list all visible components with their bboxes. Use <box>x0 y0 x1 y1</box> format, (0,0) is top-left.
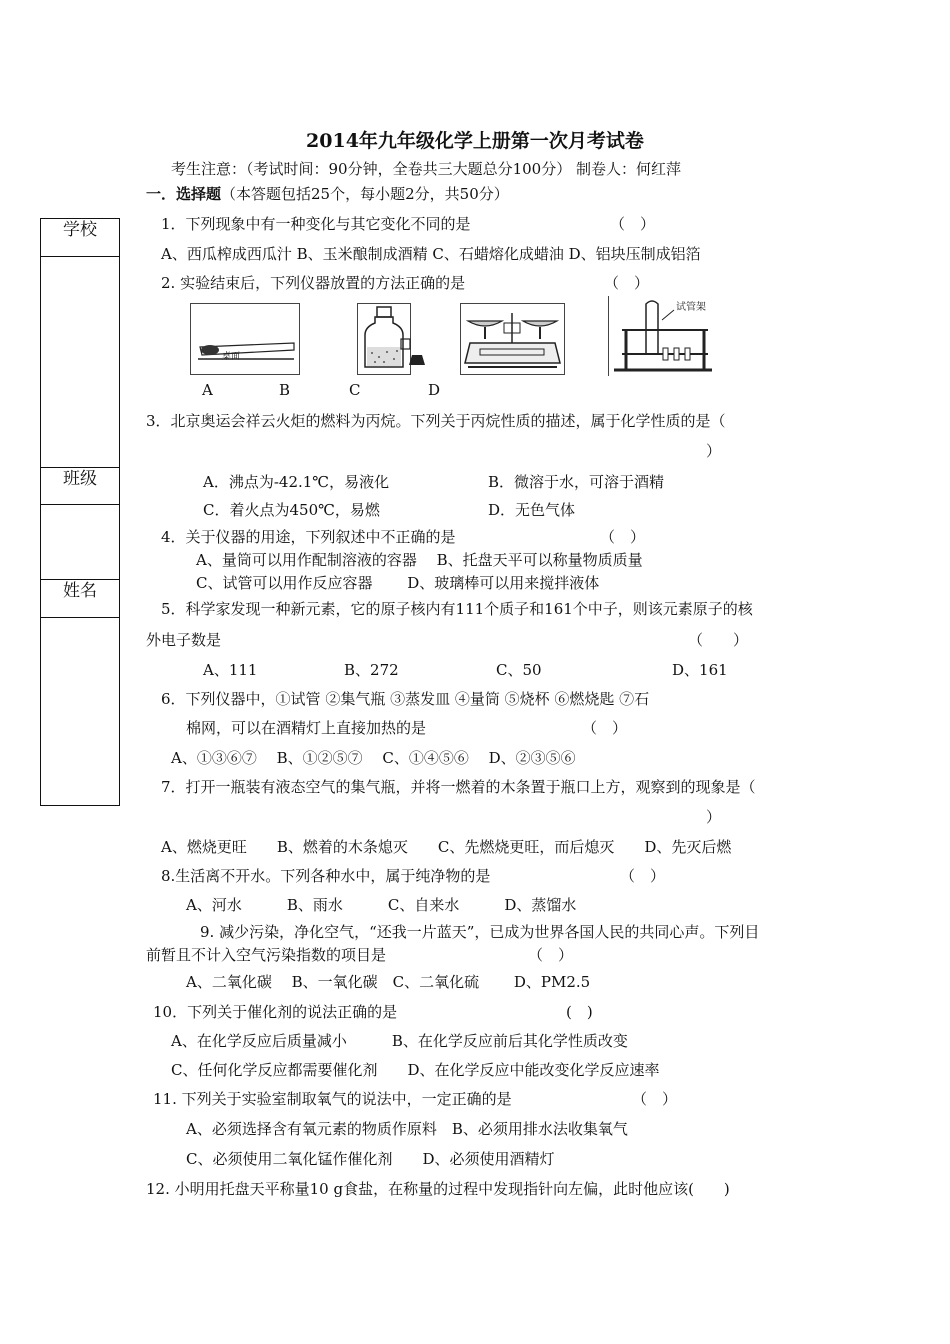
q9-stem: 9. 减少污染，净化空气，“还我一片蓝天”，已成为世界各国人民的共同心声。下列目 <box>200 923 760 941</box>
q8-options: A、河水 B、雨水 C、自来水 D、蒸馏水 <box>186 896 577 914</box>
school-field[interactable] <box>41 257 119 468</box>
q2-stem: 2. 实验结束后，下列仪器放置的方法正确的是 <box>161 274 466 292</box>
q10-stem: 10．下列关于催化剂的说法正确的是 <box>153 1003 398 1021</box>
q2-answer-paren: （ ） <box>604 274 650 292</box>
q1-stem: 1．下列现象中有一种变化与其它变化不同的是 <box>161 215 471 233</box>
name-label: 姓名 <box>41 580 119 618</box>
q2-fig-label-d: D <box>428 381 441 399</box>
class-label: 班级 <box>41 468 119 505</box>
q9-options: A、二氧化碳 B、一氧化碳 C、二氧化硫 D、PM2.5 <box>186 973 591 991</box>
q3-option-a: A．沸点为-42.1℃，易液化 <box>203 473 390 491</box>
q3-option-c: C．着火点为450℃，易燃 <box>203 501 380 519</box>
exam-title: 2014年九年级化学上册第一次月考试卷 <box>306 130 644 152</box>
q2-figure-b <box>357 303 411 375</box>
q4-stem: 4．关于仪器的用途，下列叙述中不正确的是 <box>161 528 456 546</box>
q7-stem: 7．打开一瓶装有液态空气的集气瓶，并将一燃着的木条置于瓶口上方，观察到的现象是（ <box>161 778 756 796</box>
q4-options-cd: C、试管可以用作反应容器 D、玻璃棒可以用来搅拌液体 <box>196 574 600 592</box>
q4-options-ab: A、量筒可以用作配制溶液的容器 B、托盘天平可以称量物质质量 <box>196 551 643 569</box>
q2-figure-c <box>460 303 565 375</box>
q5-option-c: C、50 <box>496 661 542 679</box>
q2-fig-label-b: B <box>279 381 291 399</box>
q10-options-cd: C、任何化学反应都需要催化剂 D、在化学反应中能改变化学反应速率 <box>171 1061 660 1079</box>
q5-option-a: A、111 <box>203 661 258 679</box>
q1-answer-paren: （ ） <box>610 215 656 233</box>
q5-stem: 5．科学家发现一种新元素，它的原子核内有111个质子和161个中子，则该元素原子的核 <box>161 600 753 618</box>
q2-fig-label-a: A <box>202 381 213 399</box>
q3-paren-close: ） <box>706 442 722 460</box>
class-field[interactable] <box>41 505 119 580</box>
q11-options-cd: C、必须使用二氧化锰作催化剂 D、必须使用酒精灯 <box>186 1150 555 1168</box>
section-1-header <box>146 183 509 204</box>
q2-figure-d <box>608 296 714 376</box>
q7-paren-close: ） <box>706 808 722 826</box>
q5-option-b: B、272 <box>344 661 399 679</box>
name-field[interactable] <box>41 618 119 805</box>
q5-answer-paren: （ ） <box>688 631 749 649</box>
q3-option-b: B．微溶于水，可溶于酒精 <box>488 473 665 491</box>
q2-fig-label-c: C <box>349 381 361 399</box>
q11-answer-paren: （ ） <box>632 1090 678 1108</box>
q9-answer-paren: （ ） <box>528 946 574 964</box>
stopper-icon <box>405 345 429 369</box>
q3-stem: 3．北京奥运会祥云火炬的燃料为丙烷。下列关于丙烷性质的描述，属于化学性质的是（ <box>146 412 726 430</box>
section-1-heading: 一．选择题 <box>146 185 222 203</box>
q2-fig-a-label: 桌面 <box>222 352 241 362</box>
q3-option-d: D．无色气体 <box>488 501 576 519</box>
exam-notice: 考生注意：（考试时间：90分钟，全卷共三大题总分100分） 制卷人：何红萍 <box>171 160 681 178</box>
q8-stem: 8.生活离不开水。下列各种水中，属于纯净物的是 <box>161 867 491 885</box>
q7-options: A、燃烧更旺 B、燃着的木条熄灭 C、先燃烧更旺，而后熄灭 D、先灭后燃 <box>161 838 732 856</box>
section-1-desc: （本答题包括25个，每小题2分，共50分） <box>221 185 509 203</box>
school-label: 学校 <box>41 219 119 257</box>
q5-option-d: D、161 <box>672 661 728 679</box>
q6-options: A、①③⑥⑦ B、①②⑤⑦ C、①④⑤⑥ D、②③⑤⑥ <box>171 749 576 767</box>
q9-stem-continued: 前暂且不计入空气污染指数的项目是 <box>146 946 387 964</box>
q6-answer-paren: （ ） <box>582 719 628 737</box>
q11-options-ab: A、必须选择含有氧元素的物质作原料 B、必须用排水法收集氧气 <box>186 1120 628 1138</box>
student-info-table <box>40 218 120 806</box>
q6-stem: 6．下列仪器中，①试管 ②集气瓶 ③蒸发皿 ④量筒 ⑤烧杯 ⑥燃烧匙 ⑦石 <box>161 690 650 708</box>
q1-options: A、西瓜榨成西瓜汁 B、玉米酿制成酒精 C、石蜡熔化成蜡油 D、铝块压制成铝箔 <box>161 245 701 263</box>
q10-options-ab: A、在化学反应后质量减小 B、在化学反应前后其化学性质改变 <box>171 1032 628 1050</box>
q10-answer-paren: ( ) <box>566 1003 593 1021</box>
q8-answer-paren: （ ） <box>620 867 666 885</box>
q4-answer-paren: （ ） <box>600 528 646 546</box>
q11-stem: 11. 下列关于实验室制取氧气的说法中，一定正确的是 <box>153 1090 512 1108</box>
q2-fig-d-label: 试管架 <box>676 302 706 313</box>
q5-stem-continued: 外电子数是 <box>146 631 222 649</box>
q2-figure-a <box>190 303 300 375</box>
q6-stem-continued: 棉网，可以在酒精灯上直接加热的是 <box>186 719 427 737</box>
q12-stem: 12. 小明用托盘天平称量10 g食盐，在称量的过程中发现指针向左偏，此时他应该( ) <box>146 1180 730 1198</box>
